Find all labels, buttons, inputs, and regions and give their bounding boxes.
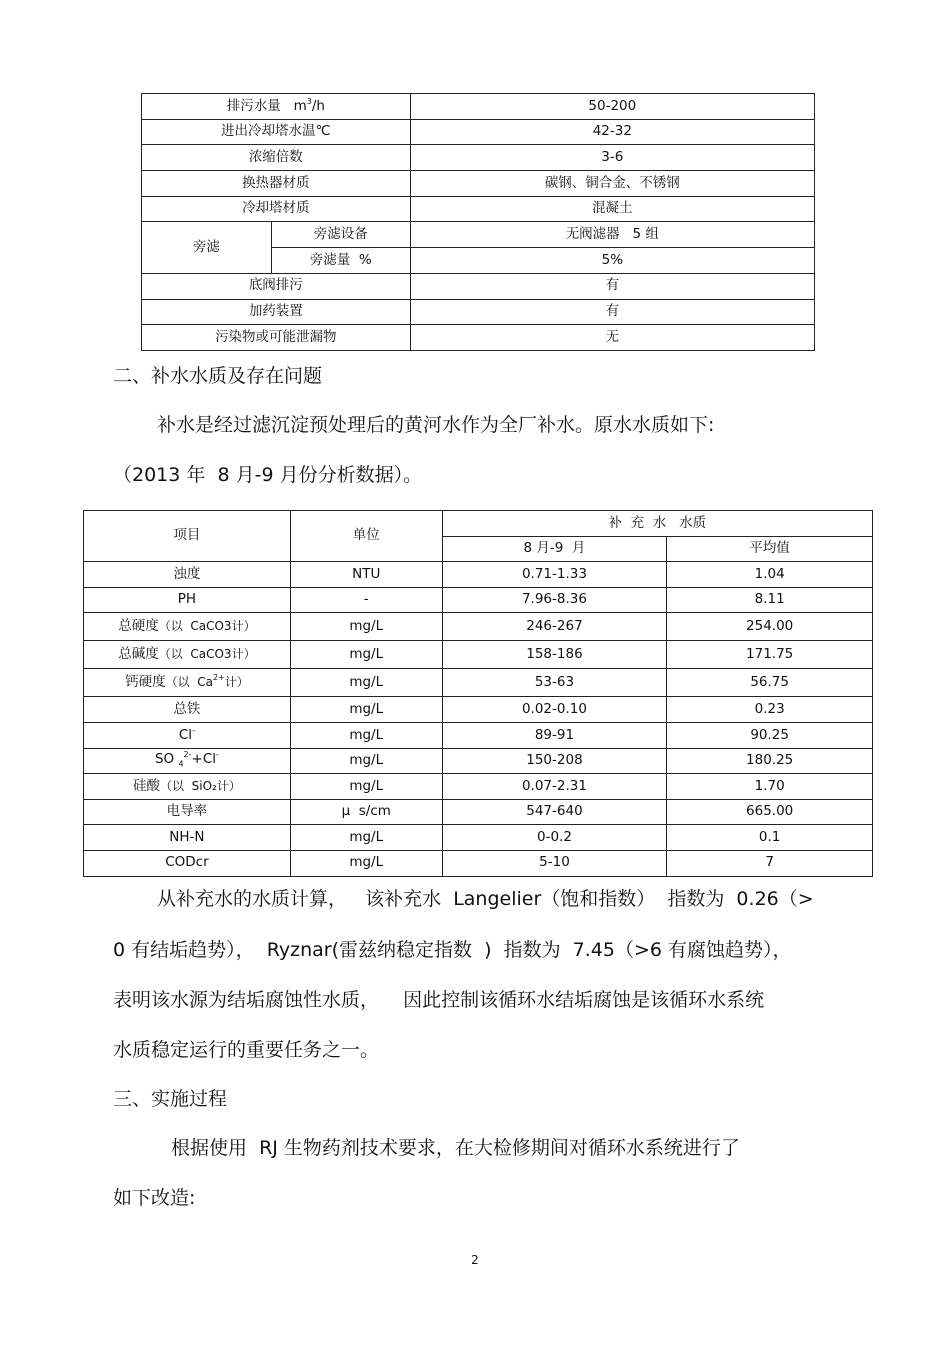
param-value: 无 — [410, 325, 814, 351]
unit-cell: μ s/cm — [290, 799, 442, 825]
avg-cell: 56.75 — [667, 669, 873, 697]
range-cell: 547-640 — [442, 799, 667, 825]
unit-cell: mg/L — [290, 613, 442, 641]
param-value: 有 — [410, 299, 814, 325]
table-row — [142, 273, 815, 299]
param-sublabel: 旁滤设备 — [271, 222, 410, 248]
table-row — [84, 774, 873, 800]
avg-cell: 0.23 — [667, 697, 873, 723]
header-item: 项目 — [84, 511, 291, 562]
range-cell: 53-63 — [442, 669, 667, 697]
avg-cell: 254.00 — [667, 613, 873, 641]
unit-cell: mg/L — [290, 774, 442, 800]
param-value: 混凝土 — [410, 196, 814, 222]
table-row — [84, 587, 873, 613]
table-row — [142, 325, 815, 351]
range-cell: 7.96-8.36 — [442, 587, 667, 613]
param-value: 42-32 — [410, 119, 814, 145]
table-row — [84, 697, 873, 723]
range-cell: 89-91 — [442, 722, 667, 748]
table-row — [142, 94, 815, 120]
param-label: 冷却塔材质 — [142, 196, 411, 222]
range-cell: 0.07-2.31 — [442, 774, 667, 800]
param-label: 浓缩倍数 — [142, 145, 411, 171]
param-label: 换热器材质 — [142, 171, 411, 197]
item-cell: SO $_4^{2-}$+Cl- — [84, 748, 291, 774]
range-cell: 150-208 — [442, 748, 667, 774]
unit-cell: mg/L — [290, 669, 442, 697]
item-cell: 浊度 — [84, 562, 291, 588]
param-label: 进出冷却塔水温℃ — [142, 119, 411, 145]
table-row — [142, 119, 815, 145]
range-cell: 158-186 — [442, 641, 667, 669]
table-row — [84, 613, 873, 641]
param-value: 有 — [410, 273, 814, 299]
item-cell: 总碱度（以 CaCO3计） — [84, 641, 291, 669]
param-value: 50-200 — [410, 94, 814, 120]
unit-cell: mg/L — [290, 722, 442, 748]
table-row — [84, 641, 873, 669]
item-cell: NH-N — [84, 825, 291, 851]
table-row — [142, 299, 815, 325]
param-value: 碳钢、铜合金、不锈钢 — [410, 171, 814, 197]
paragraph-line: 从补充水的水质计算， 该补充水 Langelier（饱和指数） 指数为 0.26（> — [157, 888, 814, 910]
avg-cell: 1.70 — [667, 774, 873, 800]
unit-cell: - — [290, 587, 442, 613]
item-cell: 总铁 — [84, 697, 291, 723]
table-row — [84, 825, 873, 851]
param-sublabel: 旁滤量 % — [271, 248, 410, 274]
unit-cell: mg/L — [290, 825, 442, 851]
range-cell: 0-0.2 — [442, 825, 667, 851]
avg-cell: 180.25 — [667, 748, 873, 774]
table-row — [142, 171, 815, 197]
table-row — [84, 748, 873, 774]
header-unit: 单位 — [290, 511, 442, 562]
table-row — [142, 196, 815, 222]
param-value: 3-6 — [410, 145, 814, 171]
unit-cell: mg/L — [290, 748, 442, 774]
param-label: 排污水量 $m^3/h$ — [142, 94, 411, 120]
unit-cell: NTU — [290, 562, 442, 588]
item-cell: PH — [84, 587, 291, 613]
range-cell: 0.02-0.10 — [442, 697, 667, 723]
paragraph-line: 补水是经过滤沉淀预处理后的黄河水作为全厂补水。原水水质如下: — [157, 414, 715, 436]
paragraph-line: 0 有结垢趋势）， Ryznar(雷兹纳稳定指数 ) 指数为 7.45（>6 有腐蚀趋势）， — [113, 939, 792, 961]
header-avg: 平均值 — [667, 536, 873, 562]
range-cell: 5-10 — [442, 850, 667, 876]
header-range: 8 月-9 月 — [442, 536, 667, 562]
table-row — [142, 145, 815, 171]
paragraph-line: 根据使用 RJ 生物药剂技术要求，在大检修期间对循环水系统进行了 — [171, 1137, 740, 1159]
table-row — [84, 669, 873, 697]
page-number: 2 — [471, 1253, 479, 1267]
avg-cell: 0.1 — [667, 825, 873, 851]
table-row — [84, 562, 873, 588]
table-header-row — [84, 511, 873, 537]
avg-cell: 1.04 — [667, 562, 873, 588]
item-cell: 电导率 — [84, 799, 291, 825]
table-row — [84, 722, 873, 748]
system-parameters-table — [141, 93, 815, 351]
section-heading: 二、补水水质及存在问题 — [113, 365, 323, 387]
range-cell: 246-267 — [442, 613, 667, 641]
param-group-label: 旁滤 — [142, 222, 272, 273]
avg-cell: 90.25 — [667, 722, 873, 748]
item-cell: 总硬度（以 CaCO3计） — [84, 613, 291, 641]
table-row — [84, 850, 873, 876]
param-label: 加药装置 — [142, 299, 411, 325]
avg-cell: 7 — [667, 850, 873, 876]
header-group: 补 充 水 水质 — [442, 511, 872, 537]
unit-cell: mg/L — [290, 850, 442, 876]
item-cell: Cl- — [84, 722, 291, 748]
avg-cell: 171.75 — [667, 641, 873, 669]
param-value: 5% — [410, 248, 814, 274]
range-cell: 0.71-1.33 — [442, 562, 667, 588]
param-label: 污染物或可能泄漏物 — [142, 325, 411, 351]
table-row — [84, 799, 873, 825]
avg-cell: 665.00 — [667, 799, 873, 825]
water-quality-table — [83, 510, 873, 877]
section-heading: 三、实施过程 — [113, 1088, 228, 1110]
paragraph-line: （2013 年 8 月-9 月份分析数据）。 — [113, 464, 423, 486]
table-row — [142, 222, 815, 248]
paragraph-line: 如下改造: — [113, 1187, 196, 1209]
item-cell: CODcr — [84, 850, 291, 876]
param-value: 无阀滤器 5 组 — [410, 222, 814, 248]
unit-cell: mg/L — [290, 697, 442, 723]
paragraph-line: 水质稳定运行的重要任务之一。 — [113, 1039, 380, 1061]
avg-cell: 8.11 — [667, 587, 873, 613]
paragraph-line: 表明该水源为结垢腐蚀性水质， 因此控制该循环水结垢腐蚀是该循环水系统 — [113, 989, 765, 1011]
item-cell: 钙硬度（以 $Ca^{2+}$计） — [84, 669, 291, 697]
unit-cell: mg/L — [290, 641, 442, 669]
param-label: 底阀排污 — [142, 273, 411, 299]
item-cell: 硅酸（以 SiO₂计） — [84, 774, 291, 800]
